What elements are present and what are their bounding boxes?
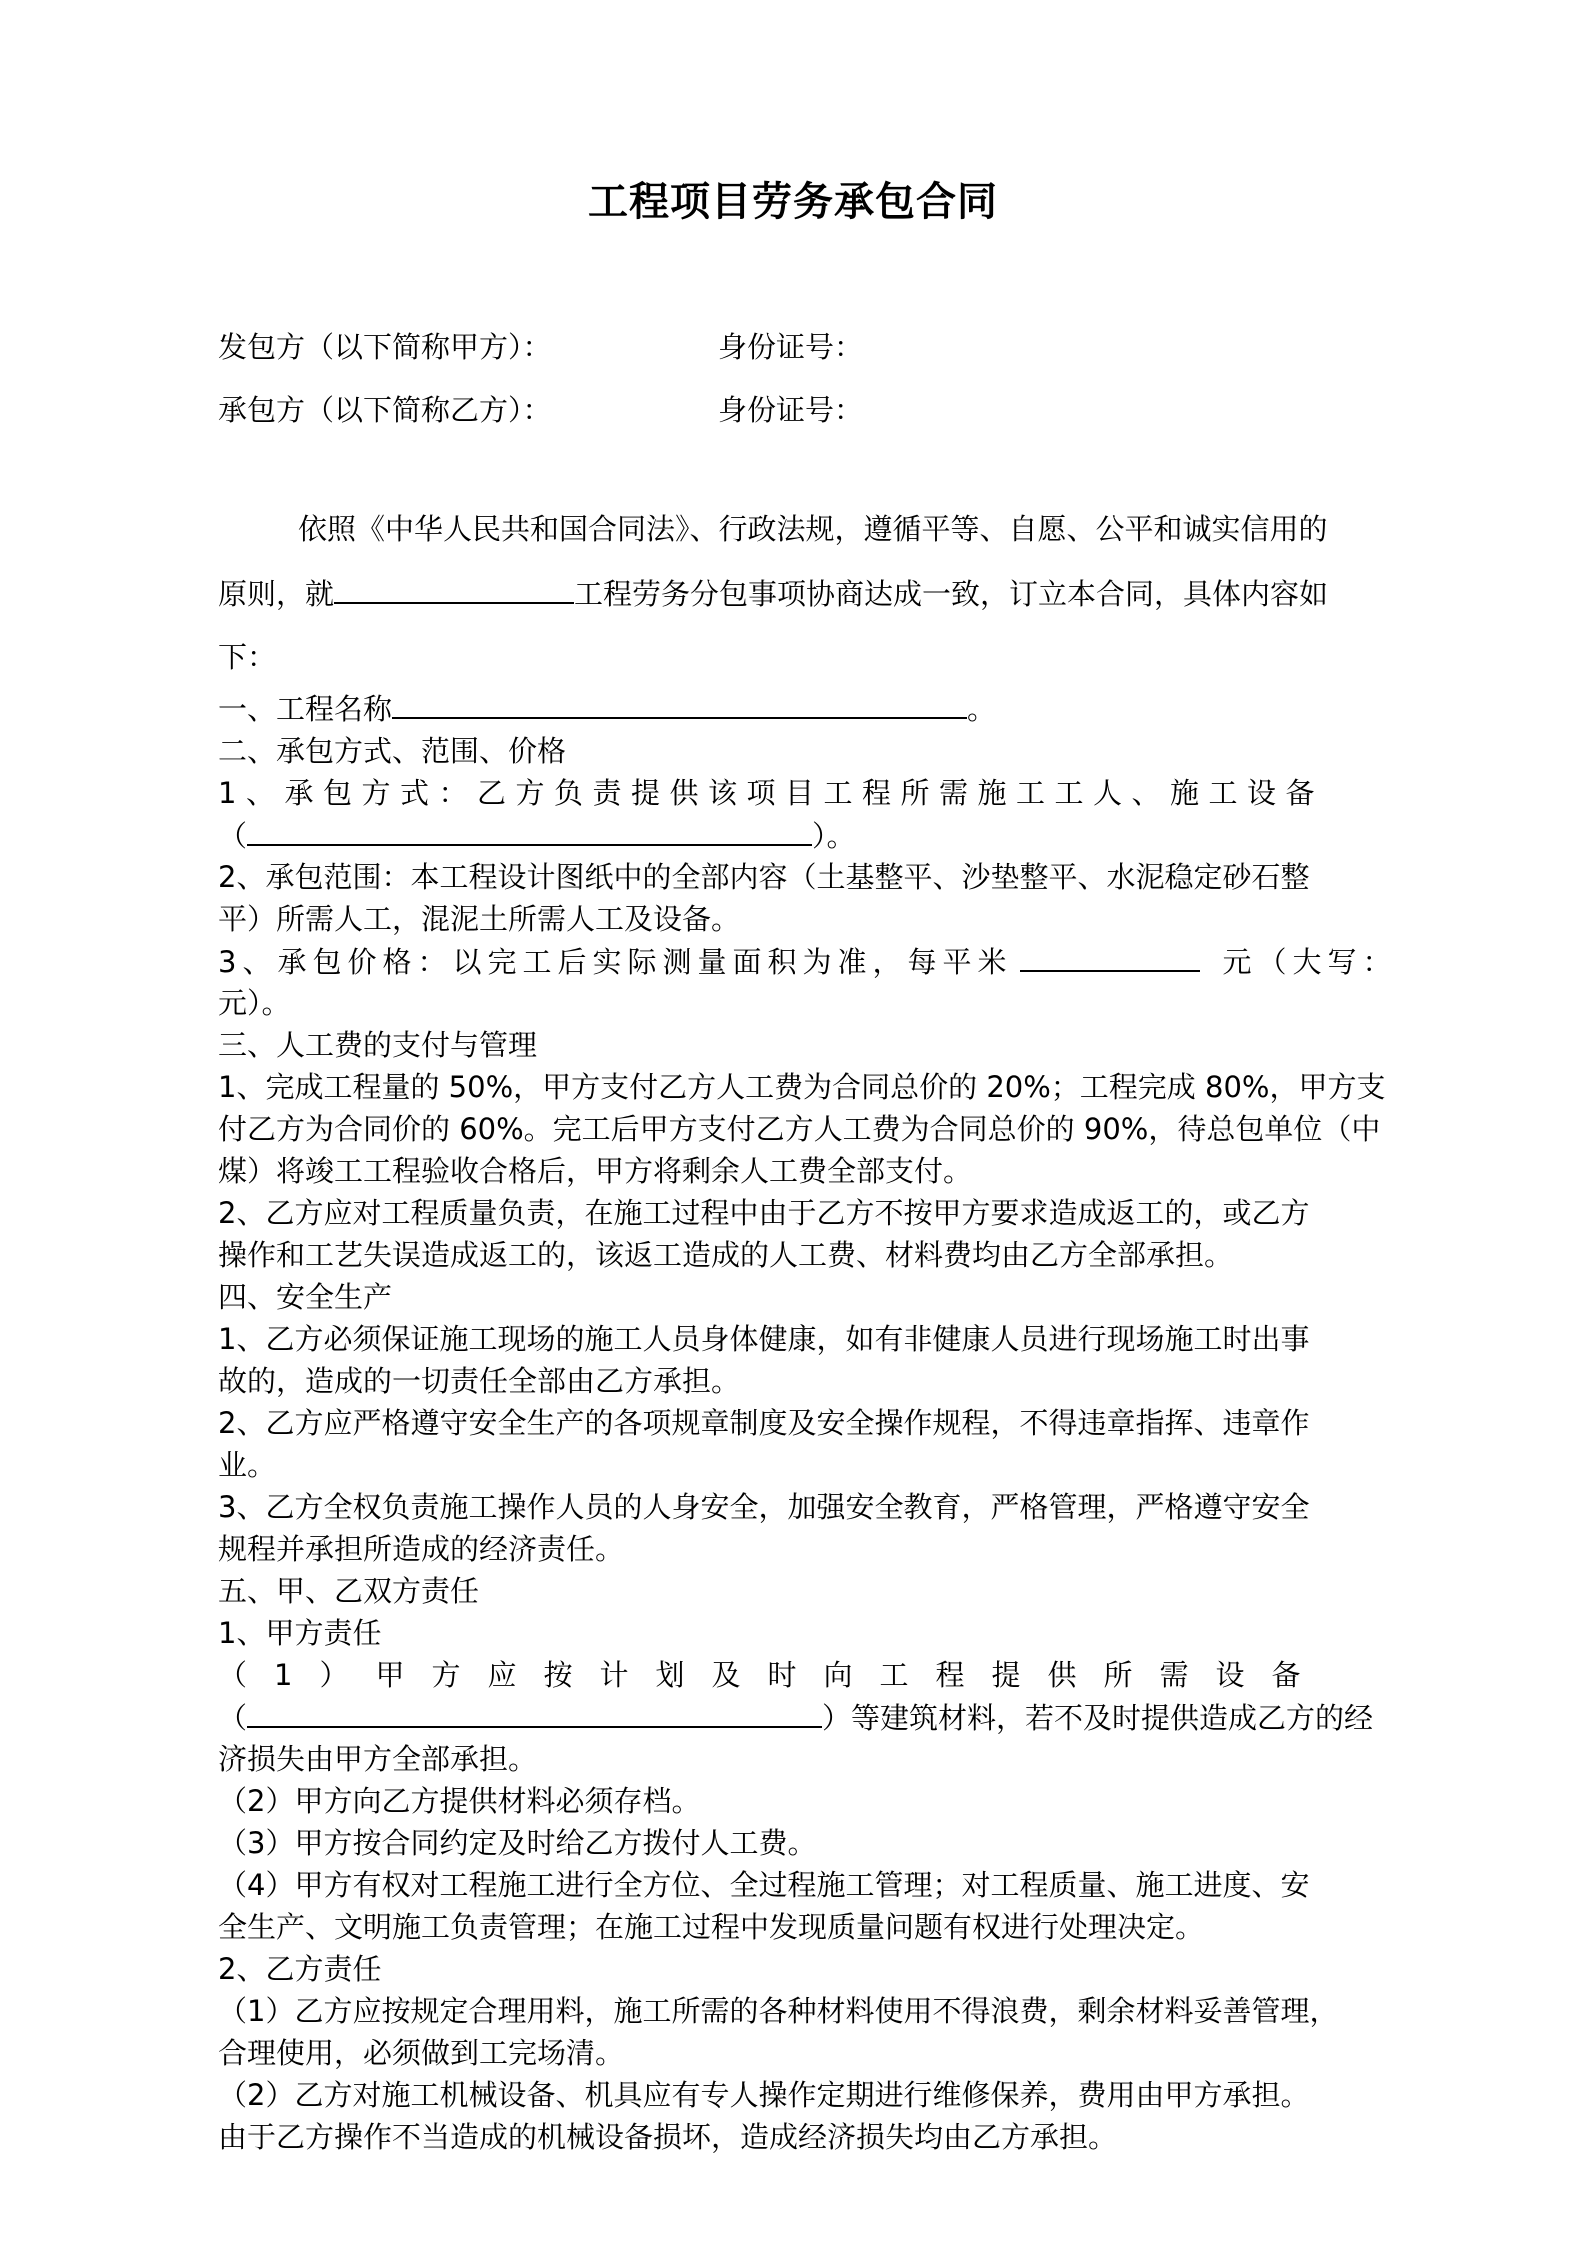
section-5-heading: 五、甲、乙双方责任 bbox=[218, 1574, 480, 1608]
section-2-item-2-line-2: 平）所需人工，混泥土所需人工及设备。 bbox=[218, 902, 741, 936]
section-3-line: 2、乙方应对工程质量负责，在施工过程中由于乙方不按甲方要求造成返工的，或乙方 bbox=[218, 1196, 1310, 1230]
section-4-line: 1、乙方必须保证施工现场的施工人员身体健康，如有非健康人员进行现场施工时出事 bbox=[218, 1322, 1310, 1356]
price-per-sqm-field[interactable] bbox=[1020, 940, 1200, 972]
section-4-line: 3、乙方全权负责施工操作人员的人身安全，加强安全教育，严格管理，严格遵守安全 bbox=[218, 1490, 1310, 1524]
party-a-duty-3: （3）甲方按合同约定及时给乙方拨付人工费。 bbox=[218, 1826, 817, 1860]
section-4-line: 业。 bbox=[218, 1448, 277, 1482]
document-title: 工程项目劳务承包合同 bbox=[588, 179, 998, 225]
party-b-duties-heading: 2、乙方责任 bbox=[218, 1952, 382, 1986]
section-2-item-3-line-1 bbox=[218, 940, 1426, 983]
party-a-duty-2: （2）甲方向乙方提供材料必须存档。 bbox=[218, 1784, 701, 1818]
project-name-blank[interactable] bbox=[334, 572, 574, 604]
party-a-duty-4-line-2: 全生产、文明施工负责管理；在施工过程中发现质量问题有权进行处理决定。 bbox=[218, 1910, 1205, 1944]
project-name-field[interactable] bbox=[392, 687, 967, 719]
party-b-duty-2-line-2: 由于乙方操作不当造成的机械设备损坏，造成经济损失均由乙方承担。 bbox=[218, 2120, 1118, 2154]
party-a-label: 发包方（以下简称甲方）： bbox=[218, 330, 552, 364]
section-2-item-1-line-1: 1、承包方式：乙方负责提供该项目工程所需施工工人、施工设备 bbox=[218, 776, 1324, 810]
section-4-line: 规程并承担所造成的经济责任。 bbox=[218, 1532, 625, 1566]
materials-blank[interactable] bbox=[247, 1696, 822, 1728]
paren-open: （ bbox=[218, 819, 248, 853]
section-4-line: 2、乙方应严格遵守安全生产的各项规章制度及安全操作规程，不得违章指挥、违章作 bbox=[218, 1406, 1310, 1440]
section-4-line: 故的，造成的一切责任全部由乙方承担。 bbox=[218, 1364, 741, 1398]
preamble-text-post: 工程劳务分包事项协商达成一致，订立本合同，具体内容如 bbox=[574, 577, 1329, 611]
paren-close-text: ）等建筑材料，若不及时提供造成乙方的经 bbox=[822, 1701, 1374, 1735]
section-2-item-2-line-1: 2、承包范围：本工程设计图纸中的全部内容（土基整平、沙垫整平、水泥稳定砂石整 bbox=[218, 860, 1310, 894]
section-3-line: 操作和工艺失误造成返工的，该返工造成的人工费、材料费均由乙方全部承担。 bbox=[218, 1238, 1234, 1272]
party-a-duty-4-line-1: （4）甲方有权对工程施工进行全方位、全过程施工管理；对工程质量、施工进度、安 bbox=[218, 1868, 1310, 1902]
party-b-duty-1-line-2: 合理使用，必须做到工完场清。 bbox=[218, 2036, 625, 2070]
section-3-line: 1、完成工程量的 50%，甲方支付乙方人工费为合同总价的 20%；工程完成 80%，甲方支 bbox=[218, 1070, 1386, 1104]
section-3-heading: 三、人工费的支付与管理 bbox=[218, 1028, 538, 1062]
preamble-line-2 bbox=[218, 572, 1426, 615]
equipment-blank[interactable] bbox=[247, 814, 812, 846]
price-text-pre: 3、承包价格：以完工后实际测量面积为准，每平米 bbox=[218, 945, 1013, 979]
party-b-duty-2-line-1: （2）乙方对施工机械设备、机具应有专人操作定期进行维修保养，费用由甲方承担。 bbox=[218, 2078, 1310, 2112]
preamble-line-1: 依照《中华人民共和国合同法》、行政法规，遵循平等、自愿、公平和诚实信用的 bbox=[298, 512, 1328, 546]
section-4-heading: 四、安全生产 bbox=[218, 1280, 393, 1314]
paren-close: ）。 bbox=[812, 819, 856, 853]
party-b-label: 承包方（以下简称乙方）： bbox=[218, 393, 552, 427]
party-a-duty-1-line-2 bbox=[218, 1696, 1426, 1739]
section-1-heading bbox=[218, 687, 1426, 730]
preamble-line-3: 下： bbox=[218, 640, 277, 674]
price-text-post: 元（大写： bbox=[1222, 945, 1398, 979]
section-1-title: 一、工程名称 bbox=[218, 692, 393, 726]
preamble-text-pre: 原则，就 bbox=[218, 577, 335, 611]
section-2-heading: 二、承包方式、范围、价格 bbox=[218, 734, 567, 768]
party-b-id-label: 身份证号： bbox=[718, 393, 864, 427]
section-3-line: 付乙方为合同价的 60%。完工后甲方支付乙方人工费为合同总价的 90%，待总包单位（中 bbox=[218, 1112, 1381, 1146]
party-a-duties-heading: 1、甲方责任 bbox=[218, 1616, 382, 1650]
section-1-end: 。 bbox=[967, 692, 997, 726]
party-a-duty-1-line-3: 济损失由甲方全部承担。 bbox=[218, 1742, 538, 1776]
section-2-item-1-line-2 bbox=[218, 814, 1426, 857]
party-a-id-label: 身份证号： bbox=[718, 330, 864, 364]
party-a-duty-1-line-1: （1）甲方应按计划及时向工程提供所需设备 bbox=[218, 1658, 1328, 1692]
section-3-line: 煤）将竣工工程验收合格后，甲方将剩余人工费全部支付。 bbox=[218, 1154, 973, 1188]
paren-open: （ bbox=[218, 1701, 248, 1735]
party-b-duty-1-line-1: （1）乙方应按规定合理用料，施工所需的各种材料使用不得浪费，剩余材料妥善管理， bbox=[218, 1994, 1339, 2028]
section-2-item-3-line-2: 元）。 bbox=[218, 986, 291, 1020]
